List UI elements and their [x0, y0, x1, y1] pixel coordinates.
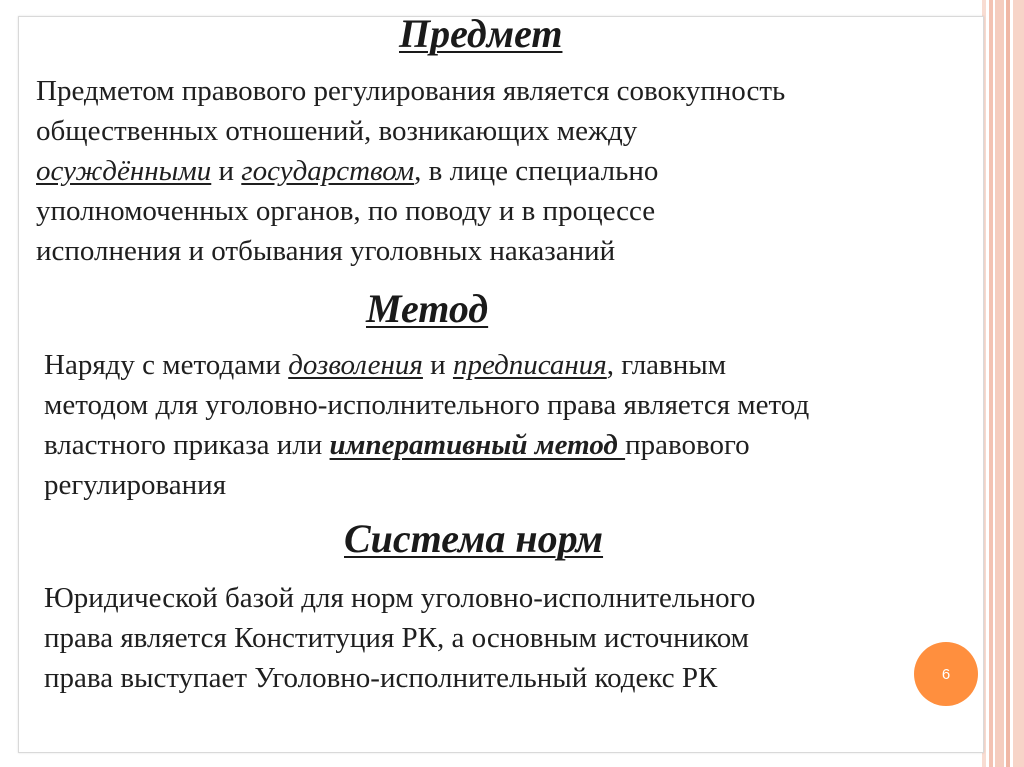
system-line-3: права выступает Уголовно-исполнительный кодекс РК — [44, 662, 718, 694]
system-paragraph — [44, 578, 755, 698]
conjunction-text: и — [211, 155, 242, 187]
method-heading: Метод — [366, 286, 489, 331]
method-line-1 — [44, 345, 809, 385]
system-heading: Система норм — [344, 516, 604, 561]
subject-line-3-rest: , в лице специально — [414, 155, 659, 187]
method-line-4: регулирования — [44, 469, 227, 501]
term-imperative-method: императивный метод — [329, 429, 626, 461]
method-line-2: методом для уголовно-исполнительного права является метод — [44, 389, 810, 421]
term-prescription: предписания — [452, 349, 607, 381]
method-line-3 — [44, 425, 809, 465]
subject-paragraph — [36, 71, 785, 271]
method-paragraph — [44, 345, 809, 505]
term-state: государством — [241, 155, 415, 187]
method-line-3-pre: властного приказа или — [44, 429, 330, 461]
system-line-2: права является Конституция РК, а основным источником — [44, 622, 750, 654]
subject-line-1: Предметом правового регулирования является совокупность — [36, 75, 786, 107]
subject-line-2: общественных отношений, возникающих между — [36, 115, 638, 147]
term-permission: дозволения — [288, 349, 423, 381]
conjunction-text: и — [422, 349, 453, 381]
subject-line-3 — [36, 151, 785, 191]
system-line-1: Юридической базой для норм уголовно-исполнительного — [44, 582, 756, 614]
method-line-3-rest: правового — [625, 429, 750, 461]
subject-heading: Предмет — [399, 11, 563, 56]
subject-line-4: уполномоченных органов, по поводу и в процессе — [36, 195, 656, 227]
page-number-badge: 6 — [914, 642, 978, 706]
term-convicts: осуждёнными — [36, 155, 212, 187]
method-line-1-rest: , главным — [606, 349, 727, 381]
decorative-stripes — [982, 0, 1024, 767]
method-line-1-pre: Наряду с методами — [44, 349, 289, 381]
subject-line-5: исполнения и отбывания уголовных наказаний — [36, 235, 616, 267]
